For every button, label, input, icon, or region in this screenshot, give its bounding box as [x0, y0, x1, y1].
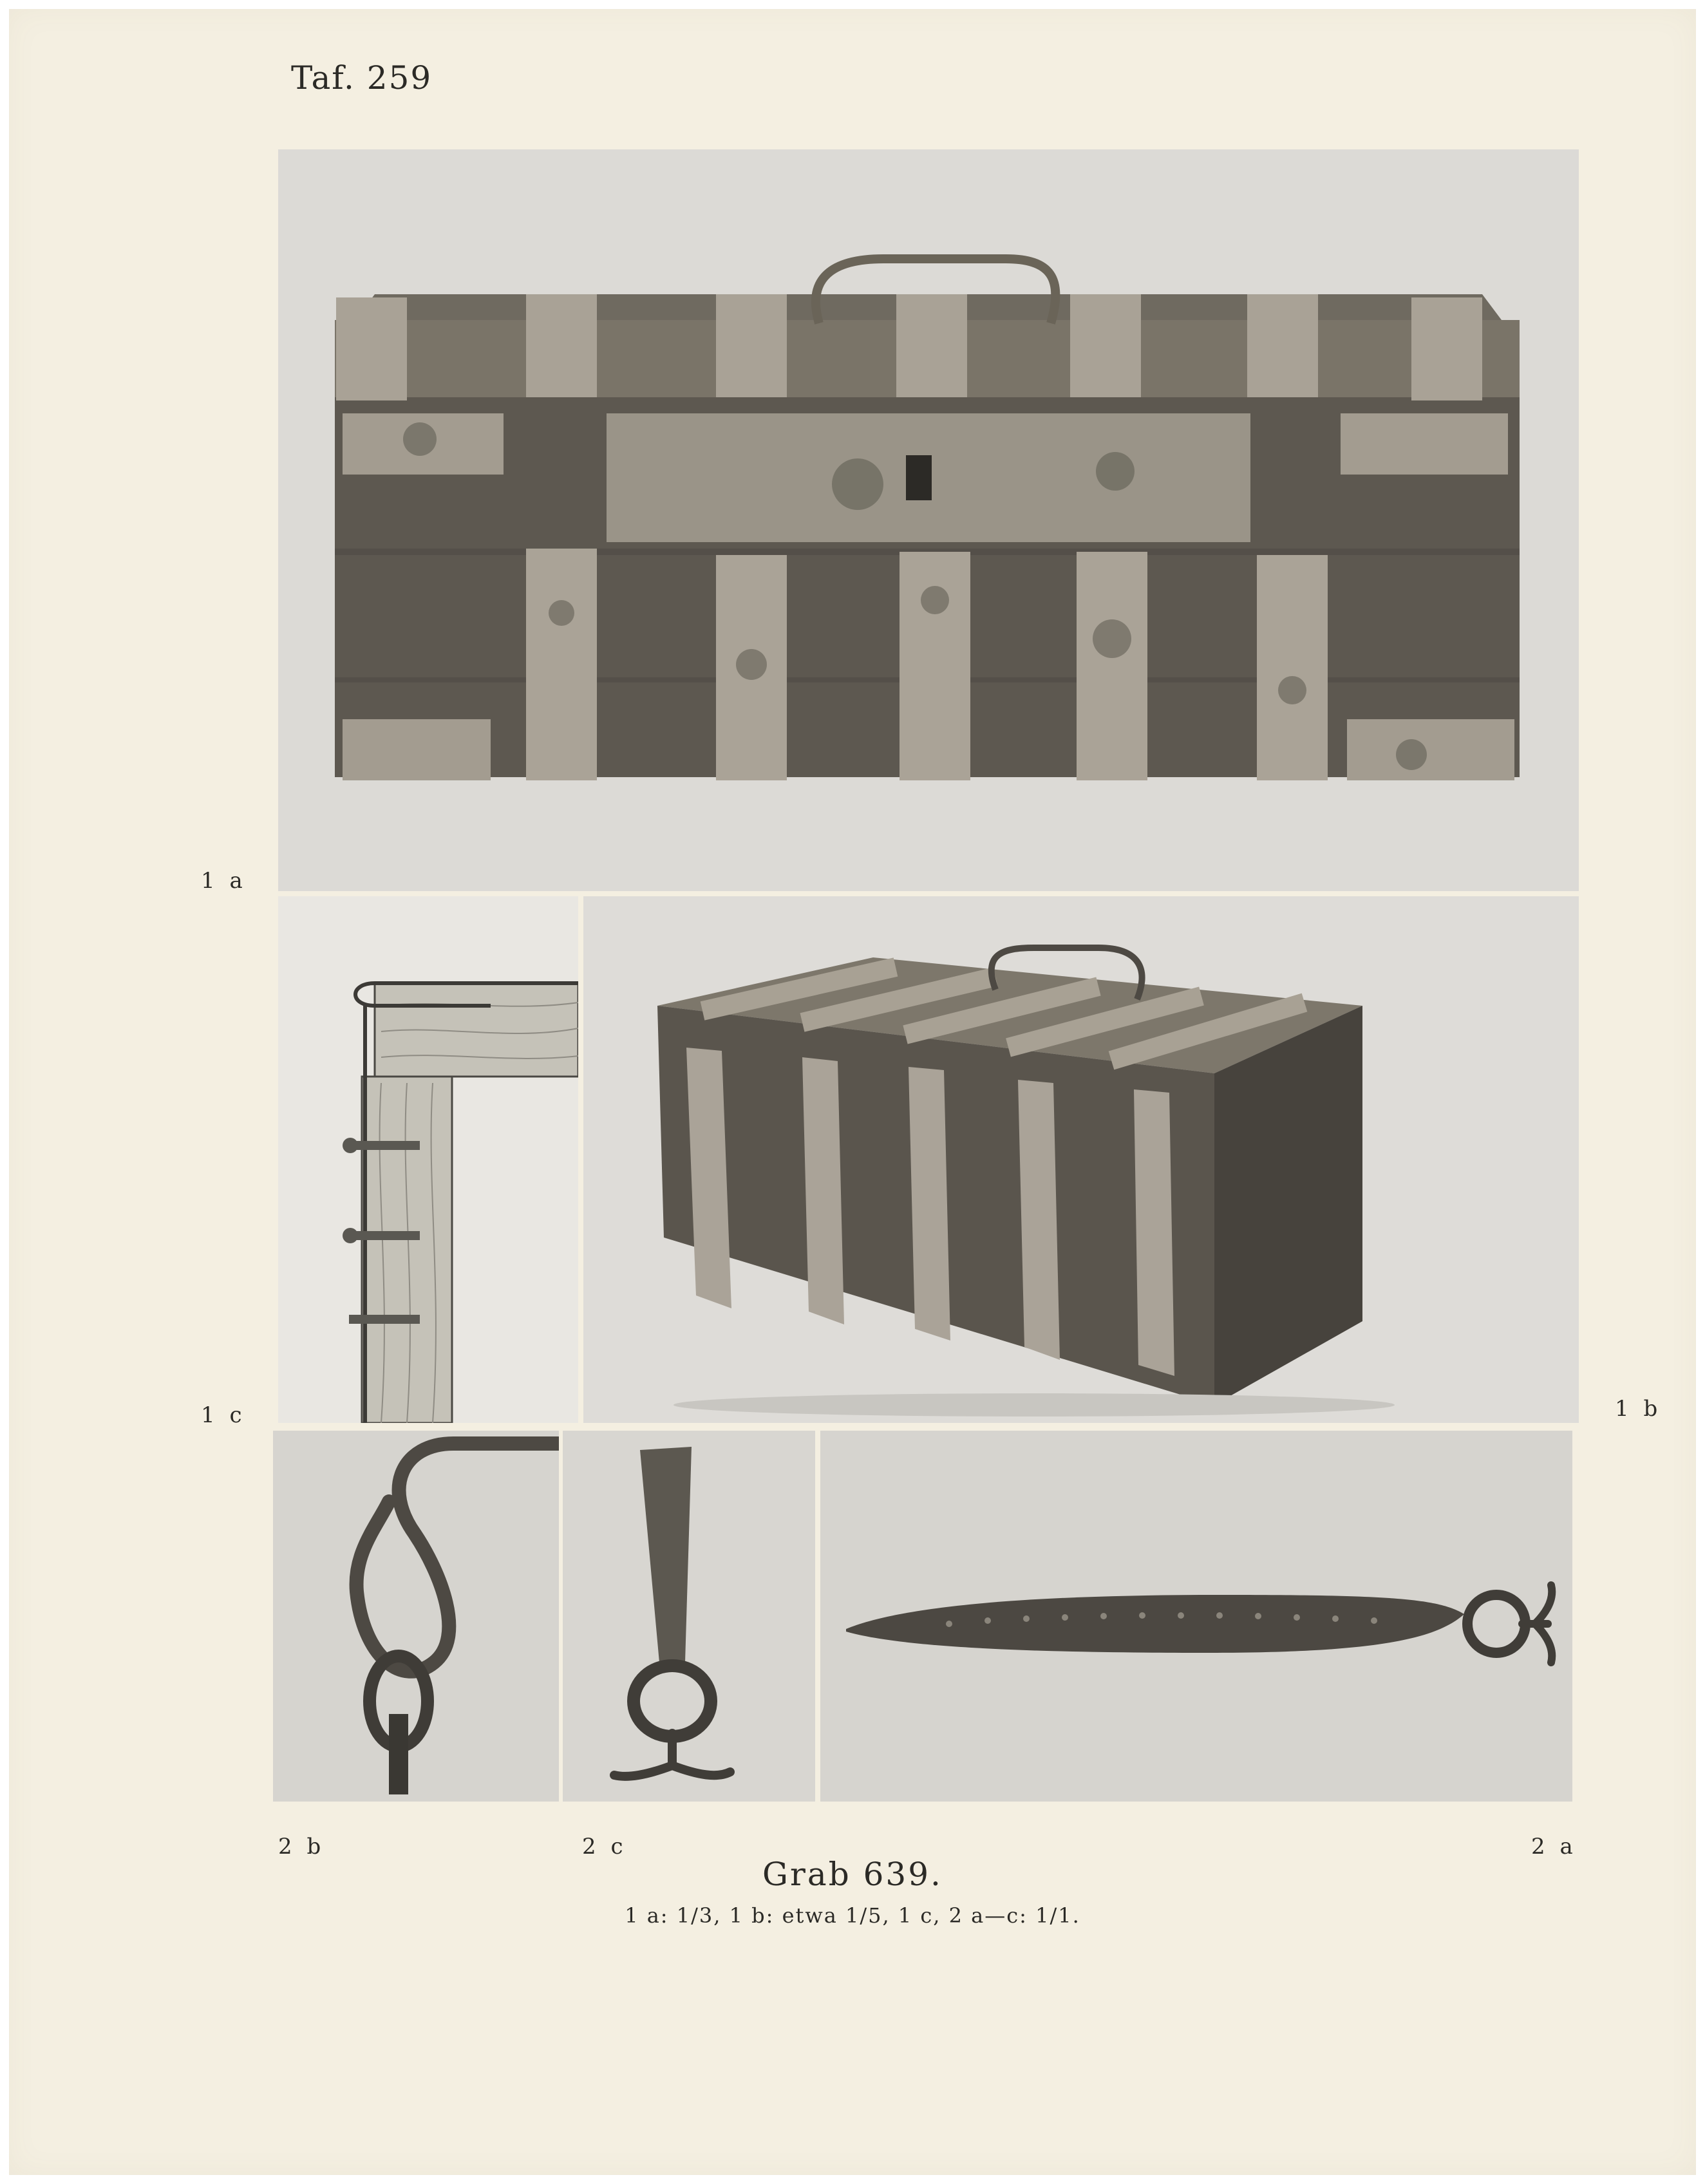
- figure-label-2c: 2 c: [582, 1834, 627, 1859]
- chest-perspective-image: [583, 896, 1579, 1423]
- photo-2c-hook-loop: [563, 1431, 815, 1802]
- caption-title: Grab 639.: [762, 1856, 943, 1893]
- photo-1b-chest-perspective: [583, 896, 1579, 1423]
- corner-joint-drawing: [278, 896, 578, 1423]
- figure-label-1c: 1 c: [201, 1402, 246, 1428]
- plate-number: Taf. 259: [291, 59, 433, 97]
- caption-scale: 1 a: 1/3, 1 b: etwa 1/5, 1 c, 2 a—c: 1/1.: [625, 1903, 1080, 1928]
- hook-loop-image: [563, 1431, 815, 1802]
- drawing-1c-corner-joint: [278, 896, 578, 1423]
- photo-1a-chest-front: [278, 149, 1579, 891]
- hook-ring-image: [273, 1431, 559, 1802]
- handle-bar-image: [820, 1431, 1572, 1802]
- photo-2b-hook-ring: [273, 1431, 559, 1802]
- figure-label-2b: 2 b: [278, 1834, 325, 1859]
- figure-label-2a: 2 a: [1531, 1834, 1577, 1859]
- figure-label-1b: 1 b: [1615, 1396, 1662, 1422]
- figure-label-1a: 1 a: [201, 868, 247, 894]
- chest-front-image: [278, 149, 1579, 891]
- photo-2a-handle-bar: [820, 1431, 1572, 1802]
